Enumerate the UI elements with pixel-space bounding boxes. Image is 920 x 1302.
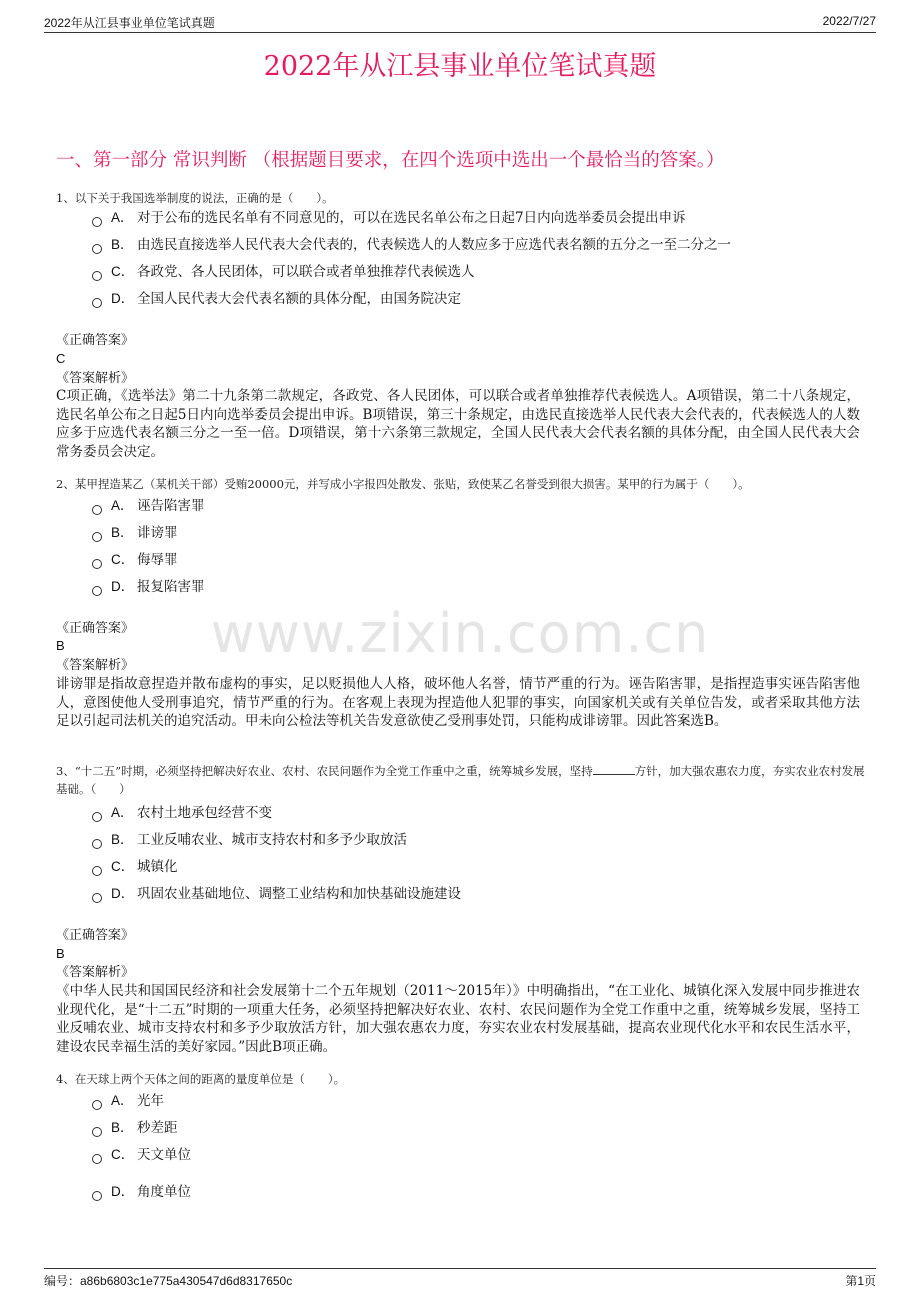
radio-icon[interactable] — [92, 244, 102, 254]
radio-icon[interactable] — [92, 1127, 102, 1137]
radio-icon[interactable] — [92, 839, 102, 849]
question-3-answer: B — [56, 946, 65, 961]
question-1-option-c[interactable]: C． 各政党、各人民团体，可以联合或者单独推荐代表候选人 — [92, 261, 475, 283]
document-id: 编号：a86b6803c1e775a430547d6d8317650c — [44, 1274, 293, 1288]
radio-icon[interactable] — [92, 1154, 102, 1164]
radio-icon[interactable] — [92, 812, 102, 822]
question-2-option-c[interactable]: C． 侮辱罪 — [92, 549, 178, 571]
fill-in-blank — [593, 762, 635, 775]
answer-label: 《正确答案》 — [56, 621, 135, 636]
header-date: 2022/7/27 — [822, 14, 876, 28]
question-3-option-d[interactable]: D． 巩固农业基础地位、调整工业结构和加快基础设施建设 — [92, 883, 461, 905]
question-1-option-b[interactable]: B． 由选民直接选举人民代表大会代表的，代表候选人的人数应多于应选代表名额的五分之一至二分之一 — [92, 234, 731, 256]
question-3-option-b[interactable]: B． 工业反哺农业、城市支持农村和多予少取放活 — [92, 829, 407, 851]
question-1-option-a[interactable]: A． 对于公布的选民名单有不同意见的，可以在选民名单公布之日起7日内向选举委员会提出申诉 — [92, 207, 686, 229]
radio-icon[interactable] — [92, 1100, 102, 1110]
question-3-option-a[interactable]: A． 农村土地承包经营不变 — [92, 802, 272, 824]
header-doc-title: 2022年从江县事业单位笔试真题 — [44, 16, 215, 30]
question-1-analysis: C项正确，《选举法》第二十九条第二款规定，各政党、各人民团体，可以联合或者单独推荐代表候选人。A项错误，第二十八条规定，选民名单公布之日起5日内向选举委员会提出申诉。B项错误，第三十条规定，由选民直接选举人民代表大会代表的，代表候选人的人数应多于应选代表名额三分之一至一倍。D项错误，第十六条第三款规定，全国人民代表大会代表名额的具体分配，由全国人民代表大会常务委员会决定。 — [56, 388, 860, 460]
radio-icon[interactable] — [92, 298, 102, 308]
radio-icon[interactable] — [92, 559, 102, 569]
question-3-analysis: 《中华人民共和国国民经济和社会发展第十二个五年规划（2011～2015年）》中明确指出，“在工业化、城镇化深入发展中同步推进农业现代化，是“十二五”时期的一项重大任务，必须坚持把解决好农业、农村、农民问题作为全党工作重中之重，统筹城乡发展，坚持工业反哺农业、城市支持农村和多予少取放活方针，加大强农惠农力度，夯实农业农村发展基础，提高农业现代化水平和农民生活水平，建设农民幸福生活的美好家园。”因此B项正确。 — [56, 983, 860, 1055]
answer-label: 《正确答案》 — [56, 928, 135, 943]
radio-icon[interactable] — [92, 505, 102, 515]
section-heading: 一、第一部分 常识判断 （根据题目要求，在四个选项中选出一个最恰当的答案。） — [56, 150, 725, 171]
question-4-option-b[interactable]: B． 秒差距 — [92, 1117, 178, 1139]
header-divider — [44, 32, 876, 33]
radio-icon[interactable] — [92, 1191, 102, 1201]
question-2-text: 2、某甲捏造某乙（某机关干部）受贿20000元，并写成小字报四处散发、张贴，致使某乙名誉受到很大损害。某甲的行为属于（ ）。 — [56, 477, 750, 491]
question-4-option-a[interactable]: A． 光年 — [92, 1090, 164, 1112]
question-1-option-d[interactable]: D． 全国人民代表大会代表名额的具体分配，由国务院决定 — [92, 288, 461, 310]
question-2-option-d[interactable]: D． 报复陷害罪 — [92, 576, 205, 598]
radio-icon[interactable] — [92, 532, 102, 542]
question-2-answer: B — [56, 638, 65, 653]
radio-icon[interactable] — [92, 866, 102, 876]
page-title: 2022年从江县事业单位笔试真题 — [263, 51, 657, 82]
page-number: 第1页 — [845, 1274, 876, 1288]
radio-icon[interactable] — [92, 586, 102, 596]
page-header — [44, 14, 876, 32]
analysis-label: 《答案解析》 — [56, 965, 135, 980]
question-2-option-a[interactable]: A． 诬告陷害罪 — [92, 495, 205, 517]
analysis-label: 《答案解析》 — [56, 658, 135, 673]
question-4-option-d[interactable]: D． 角度单位 — [92, 1181, 191, 1203]
question-3-option-c[interactable]: C． 城镇化 — [92, 856, 178, 878]
question-1-answer: C — [56, 351, 66, 366]
radio-icon[interactable] — [92, 271, 102, 281]
question-2-analysis: 诽谤罪是指故意捏造并散布虚构的事实，足以贬损他人人格，破坏他人名誉，情节严重的行为。诬告陷害罪，是指捏造事实诬告陷害他人，意图使他人受刑事追究，情节严重的行为。在客观上表现为捏造他人犯罪的事实，向国家机关或有关单位告发，或者采取其他方法足以引起司法机关的追究活动。甲未向公检法等机关告发意欲使乙受刑事处罚，只能构成诽谤罪。因此答案选B。 — [56, 676, 860, 729]
question-4-option-c[interactable]: C． 天文单位 — [92, 1144, 191, 1166]
watermark: www.zixin.com.cn — [210, 602, 710, 665]
question-2-option-b[interactable]: B． 诽谤罪 — [92, 522, 178, 544]
radio-icon[interactable] — [92, 893, 102, 903]
footer-divider — [44, 1268, 876, 1269]
analysis-label: 《答案解析》 — [56, 371, 135, 386]
radio-icon[interactable] — [92, 217, 102, 227]
question-3-text: 3、“十二五”时期，必须坚持把解决好农业、农村、农民问题作为全党工作重中之重，统筹城乡发展，坚持 方针，加大强农惠农力度，夯实农业农村发展基础。（ ） — [56, 764, 865, 796]
question-4-text: 4、在天球上两个天体之间的距离的量度单位是（ ）。 — [56, 1072, 346, 1086]
answer-label: 《正确答案》 — [56, 333, 135, 348]
question-1-text: 1、以下关于我国选举制度的说法，正确的是（ ）。 — [56, 191, 334, 205]
